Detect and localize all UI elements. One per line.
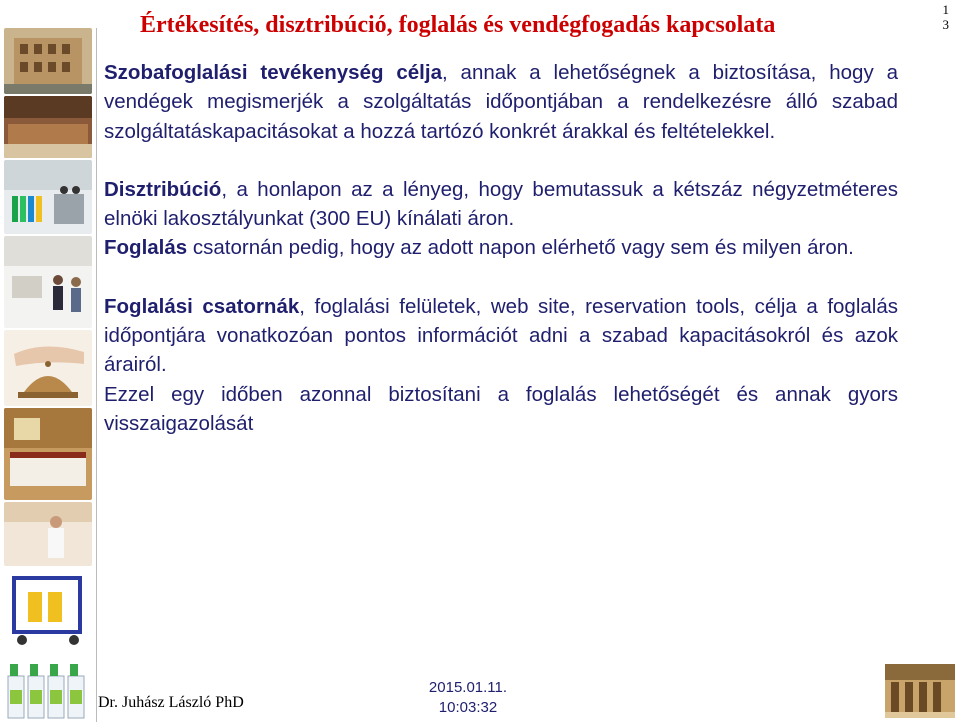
footer-date: 2015.01.11. xyxy=(428,679,508,696)
text-booking-purpose: , annak a lehetőségnek a biztosítása, hogy a vendégek megismerjék a szolgáltatás időpontjában a rendelkezésre álló szabad szolgáltatáskapacitásokat a hozzá tartózó konkrét árakkal és feltételekkel. xyxy=(104,61,898,143)
photo-sidebar xyxy=(0,28,97,722)
cleaning-products-photo xyxy=(4,656,92,722)
hotel-building-photo xyxy=(4,28,92,94)
paragraph-booking xyxy=(104,233,898,262)
reception-bell-photo xyxy=(4,330,92,406)
paragraph-channels xyxy=(104,292,898,380)
check-in-photo xyxy=(4,236,92,328)
text-booking: csatornán pedig, hogy az adott napon elérhető vagy sem és milyen áron. xyxy=(187,236,854,260)
term-booking-channels: Foglalási csatornák xyxy=(104,294,300,318)
footer-time: 10:03:32 xyxy=(438,699,498,716)
paragraph-purpose xyxy=(104,58,898,146)
term-distribution: Disztribúció xyxy=(104,177,222,201)
paragraph-confirmation: Ezzel egy időben azonnal biztosítani a foglalás lehetőségét és annak gyors visszaigazolását xyxy=(104,382,898,435)
page-number-bottom: 3 xyxy=(942,17,949,32)
text-distribution: , a honlapon az a lényeg, hogy bemutassuk a kétszáz négyzetméteres elnöki lakosztályunkat (300 EU) kínálati áron. xyxy=(104,177,898,231)
reception-desk-photo xyxy=(4,96,92,158)
modern-lobby-photo xyxy=(4,160,92,234)
term-booking-purpose: Szobafoglalási tevékenység célja xyxy=(104,61,442,84)
footer-author: Dr. Juhász László PhD xyxy=(98,694,244,711)
text-booking-channels: , foglalási felületek, web site, reservation tools, célja a foglalás időpontjára vonatkozóan pontos információt adni a szabad kapacitásokról és azok árairól. xyxy=(104,294,898,377)
hotel-interior-photo xyxy=(885,664,955,718)
page-number-top: 1 xyxy=(942,2,949,17)
footer-datetime xyxy=(418,678,518,718)
page-number xyxy=(943,2,950,32)
paragraph-distribution xyxy=(104,175,898,234)
term-booking: Foglalás xyxy=(104,236,188,260)
hotel-room-photo xyxy=(4,408,92,500)
housekeeping-photo xyxy=(4,502,92,566)
cleaning-cart-photo xyxy=(4,568,92,654)
page-title: Értékesítés, disztribúció, foglalás és vendégfogadás kapcsolata xyxy=(140,12,776,38)
slide-body xyxy=(104,58,898,438)
